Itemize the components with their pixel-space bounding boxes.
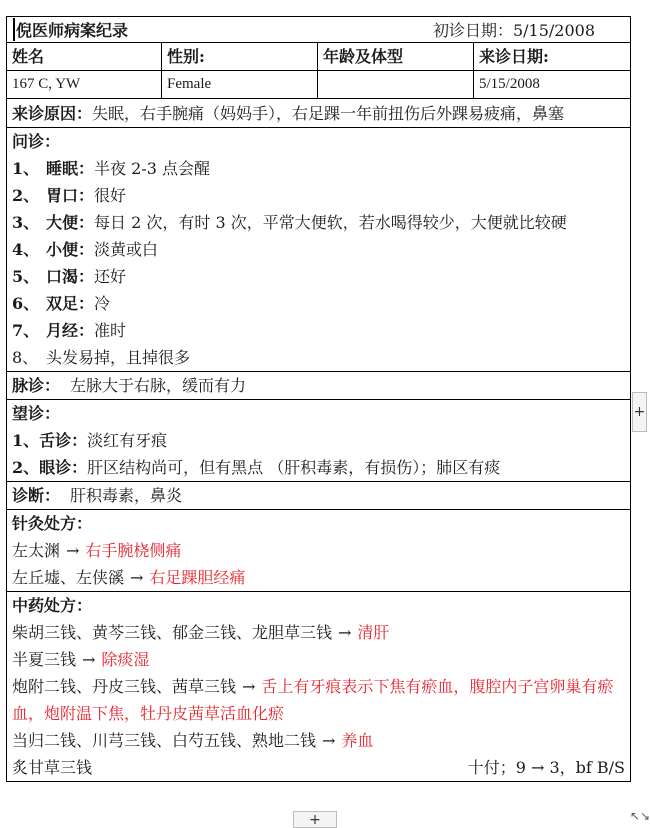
herbal-label: 中药处方： bbox=[12, 596, 93, 615]
inquiry-item[interactable] bbox=[12, 263, 625, 290]
item-label: 胃口： bbox=[46, 186, 95, 205]
arrow-icon: → bbox=[66, 541, 80, 560]
age-build-value[interactable] bbox=[317, 71, 473, 98]
herbs: 当归二钱、川芎三钱、白芍五钱、熟地二钱 bbox=[12, 731, 317, 750]
dosage: 十付；9 → 3，bf B/S bbox=[467, 758, 625, 777]
item-number: 1、 bbox=[12, 431, 40, 450]
inquiry-item[interactable] bbox=[12, 317, 625, 344]
resize-handle-icon[interactable]: ↖↘ bbox=[630, 809, 650, 823]
item-number: 7、 bbox=[12, 321, 40, 340]
item-text: 冷 bbox=[94, 294, 111, 313]
herbs: 炮附二钱、丹皮三钱、茜草三钱 bbox=[12, 677, 237, 696]
arrow-icon: → bbox=[242, 677, 256, 696]
item-text: 头发易掉，且掉很多 bbox=[46, 348, 191, 367]
visit-date-header: 来诊日期: bbox=[473, 43, 630, 70]
herb-effect: 清肝 bbox=[357, 623, 390, 642]
item-text: 很好 bbox=[94, 186, 127, 205]
record-title[interactable]: 倪医师病案纪录 bbox=[13, 18, 128, 41]
inquiry-label: 问诊： bbox=[12, 132, 61, 151]
age-build-header: 年龄及体型 bbox=[317, 43, 473, 70]
item-number: 2、 bbox=[12, 186, 40, 205]
item-text: 肝区结构尚可，但有黑点 （肝积毒素，有损伤）；肺区有痰 bbox=[87, 458, 501, 477]
acupoints: 左太渊 bbox=[12, 541, 61, 560]
herbal-item[interactable] bbox=[12, 646, 625, 673]
acupuncture-item[interactable] bbox=[12, 537, 625, 564]
observation-label: 望诊： bbox=[12, 404, 61, 423]
indication: 右手腕桡侧痛 bbox=[85, 541, 182, 560]
indication: 右足踝胆经痛 bbox=[149, 568, 246, 587]
title-row bbox=[7, 17, 630, 43]
inquiry-item[interactable] bbox=[12, 209, 625, 236]
item-text: 还好 bbox=[94, 267, 127, 286]
item-label: 眼诊： bbox=[39, 458, 88, 477]
diagnosis-section bbox=[7, 482, 630, 510]
item-label: 口渴： bbox=[46, 267, 95, 286]
item-number: 8、 bbox=[12, 348, 39, 367]
sex-header: 性别: bbox=[161, 43, 317, 70]
herbs: 半夏三钱 bbox=[12, 650, 77, 669]
item-text: 每日 2 次，有时 3 次，平常大便软，若水喝得较少，大便就比较硬 bbox=[94, 213, 567, 232]
inquiry-item[interactable] bbox=[12, 344, 625, 371]
inquiry-item[interactable] bbox=[12, 290, 625, 317]
diagnosis-label: 诊断： bbox=[12, 486, 61, 505]
inquiry-item[interactable] bbox=[12, 182, 625, 209]
last-herb: 炙甘草三钱 bbox=[12, 758, 93, 777]
item-label: 小便： bbox=[46, 240, 95, 259]
item-label: 睡眠： bbox=[46, 159, 95, 178]
acupuncture-label: 针灸处方： bbox=[12, 514, 93, 533]
reason-label: 来诊原因： bbox=[12, 104, 93, 123]
herb-effect: 除痰湿 bbox=[101, 650, 150, 669]
sex-value[interactable]: Female bbox=[161, 71, 317, 98]
observation-item[interactable] bbox=[12, 454, 625, 481]
item-text: 淡黄或白 bbox=[94, 240, 159, 259]
observation-section bbox=[7, 400, 630, 482]
first-visit-date bbox=[433, 18, 595, 41]
add-row-button[interactable]: + bbox=[293, 811, 337, 828]
pulse-section bbox=[7, 372, 630, 400]
herb-effect: 养血 bbox=[341, 731, 374, 750]
item-label: 月经： bbox=[46, 321, 95, 340]
info-value-row bbox=[7, 71, 630, 99]
info-header-row bbox=[7, 43, 630, 71]
add-column-button[interactable]: + bbox=[632, 392, 647, 432]
inquiry-item[interactable] bbox=[12, 236, 625, 263]
reason-text[interactable]: 失眠，右手腕痛（妈妈手），右足踝一年前扭伤后外踝易疲痛，鼻塞 bbox=[92, 104, 565, 123]
diagnosis-text[interactable]: 肝积毒素，鼻炎 bbox=[70, 486, 183, 505]
visit-date-value[interactable]: 5/15/2008 bbox=[473, 71, 630, 98]
item-text: 准时 bbox=[94, 321, 127, 340]
arrow-icon: → bbox=[338, 623, 352, 642]
inquiry-item[interactable] bbox=[12, 155, 625, 182]
arrow-icon: → bbox=[322, 731, 336, 750]
item-text: 半夜 2-3 点会醒 bbox=[94, 159, 210, 178]
item-number: 2、 bbox=[12, 458, 40, 477]
inquiry-section bbox=[7, 128, 630, 372]
herb-effect: 舌上有牙痕表示下焦有瘀血，腹腔内子宫卵巢有瘀血，炮附温下焦，牡丹皮茜草活血化瘀 bbox=[12, 677, 614, 723]
arrow-icon: → bbox=[82, 650, 96, 669]
herbs: 柴胡三钱、黄芩三钱、郁金三钱、龙胆草三钱 bbox=[12, 623, 333, 642]
observation-item[interactable] bbox=[12, 427, 625, 454]
pulse-text[interactable]: 左脉大于右脉，缓而有力 bbox=[70, 376, 247, 395]
name-header: 姓名 bbox=[12, 47, 45, 66]
item-number: 4、 bbox=[12, 240, 40, 259]
item-number: 1、 bbox=[12, 159, 40, 178]
item-number: 6、 bbox=[12, 294, 40, 313]
acupoints: 左丘墟、左侠豀 bbox=[12, 568, 125, 587]
herbal-item[interactable] bbox=[12, 727, 625, 754]
item-label: 大便： bbox=[46, 213, 95, 232]
herbal-section bbox=[7, 592, 630, 781]
first-visit-label: 初诊日期： bbox=[432, 21, 513, 40]
herbal-item[interactable] bbox=[12, 673, 625, 727]
reason-section bbox=[7, 99, 630, 128]
herbal-last-line[interactable] bbox=[12, 754, 625, 781]
item-label: 双足： bbox=[46, 294, 95, 313]
name-value[interactable]: 167 C, YW bbox=[12, 76, 81, 92]
item-label: 舌诊： bbox=[39, 431, 88, 450]
item-text: 淡红有牙痕 bbox=[87, 431, 168, 450]
pulse-label: 脉诊： bbox=[12, 376, 61, 395]
item-number: 3、 bbox=[12, 213, 40, 232]
arrow-icon: → bbox=[130, 568, 144, 587]
acupuncture-item[interactable] bbox=[12, 564, 625, 591]
first-visit-value: 5/15/2008 bbox=[512, 21, 595, 40]
item-number: 5、 bbox=[12, 267, 40, 286]
herbal-item[interactable] bbox=[12, 619, 625, 646]
acupuncture-section bbox=[7, 510, 630, 592]
case-record-table bbox=[6, 16, 631, 782]
